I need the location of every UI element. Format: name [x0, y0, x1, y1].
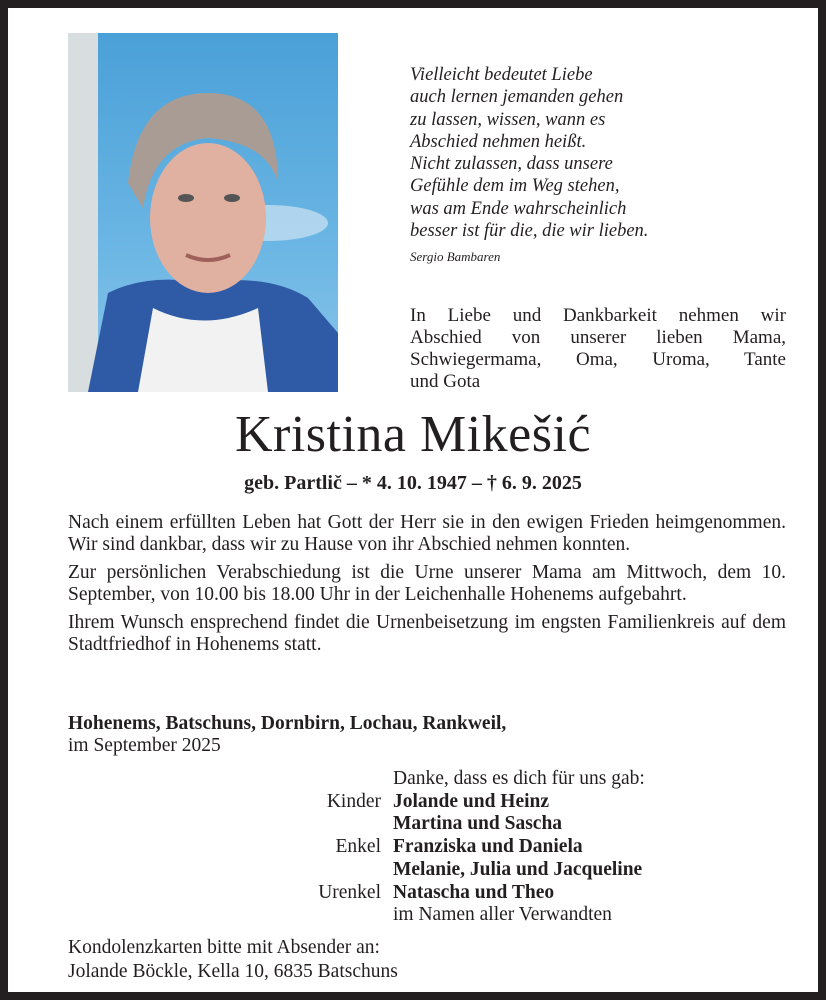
poem-line: Vielleicht bedeutet Liebe — [410, 65, 593, 85]
intro-line: Abschied von unserer lieben Mama, — [410, 327, 786, 348]
paragraph: Ihrem Wunsch ensprechend findet die Urnenbeisetzung im engsten Familienkreis auf dem Stadtfriedhof in Hohenems statt. — [68, 612, 786, 655]
portrait-photo — [68, 33, 338, 392]
poem-line: zu lassen, wissen, wann es — [410, 109, 606, 130]
poem-author: Sergio Bambaren — [410, 249, 501, 264]
intro-text — [410, 305, 786, 393]
family-label: Kinder — [326, 790, 381, 812]
paragraph: Nach einem erfüllten Leben hat Gott der Herr sie in den ewigen Frieden heimgenommen. Wir sind dankbar, dass wir zu Hause von ihr Abschied nehmen konnten. — [68, 512, 786, 555]
deceased-name: Kristina Mikešić — [234, 406, 592, 463]
life-dates: geb. Partlič – * 4. 10. 1947 – † 6. 9. 2025 — [244, 472, 582, 494]
thanks-line: Danke, dass es dich für uns gab: — [393, 768, 645, 789]
poem-line: Nicht zulassen, dass unsere — [410, 154, 613, 175]
family-label: Urenkel — [318, 881, 381, 903]
intro-line: und Gota — [410, 371, 481, 392]
condolence-address — [68, 936, 398, 984]
footer-line: Kondolenzkarten bitte mit Absender an: — [68, 937, 380, 958]
places — [68, 713, 506, 757]
poem-line: Abschied nehmen heißt. — [410, 131, 587, 152]
poem-line: auch lernen jemanden gehen — [410, 87, 624, 108]
places-list: Hohenems, Batschuns, Dornbirn, Lochau, Rankweil, — [68, 713, 507, 734]
family-label: Enkel — [335, 836, 381, 858]
family-names: Natascha und Theo — [393, 881, 555, 903]
intro-line: Schwiegermama, Oma, Uroma, Tante — [410, 349, 786, 370]
paragraph: Zur persönlichen Verabschiedung ist die Urne unserer Mama am Mittwoch, dem 10. September, von 10.00 bis 18.00 Uhr in der Leichenhalle Hohenems aufgebahrt. — [68, 562, 786, 605]
intro-line: In Liebe und Dankbarkeit nehmen wir — [410, 305, 786, 326]
footer-line: Jolande Böckle, Kella 10, 6835 Batschuns — [68, 961, 398, 982]
family-names: Jolande und Heinz — [393, 790, 550, 812]
family-names: Martina und Sascha — [393, 813, 563, 835]
poem-line: was am Ende wahrscheinlich — [410, 198, 627, 219]
family-names: Melanie, Julia und Jacqueline — [393, 858, 643, 880]
mourners — [300, 768, 645, 927]
poem-line: besser ist für die, die wir lieben. — [410, 221, 649, 242]
relatives-line: im Namen aller Verwandten — [393, 904, 612, 926]
poem — [410, 64, 648, 242]
date-line: im September 2025 — [68, 735, 221, 756]
body-text — [68, 512, 786, 662]
poem-line: Gefühle dem im Weg stehen, — [410, 176, 620, 197]
family-names: Franziska und Daniela — [393, 836, 583, 858]
